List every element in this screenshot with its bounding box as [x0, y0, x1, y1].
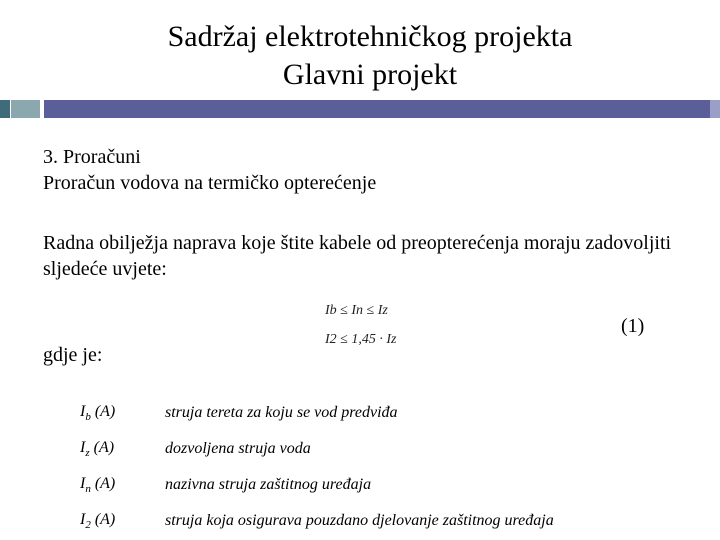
definition-row	[80, 503, 700, 539]
definition-row	[80, 467, 700, 503]
equation-line-2: I2 ≤ 1,45 · Iz	[325, 332, 397, 347]
definition-row	[80, 431, 700, 467]
decor-bar-end	[710, 100, 720, 118]
equation-block	[325, 296, 396, 354]
section-heading	[43, 144, 376, 196]
where-label: gdje je:	[43, 344, 103, 366]
title-line-2: Glavni projekt	[282, 58, 458, 91]
decor-bar-teal	[11, 100, 40, 118]
decor-bar-dark	[0, 100, 10, 118]
definition-symbol: $I_n$ (A)	[80, 474, 116, 496]
definition-symbol: $I_z$ (A)	[80, 438, 115, 460]
decor-bar-purple	[44, 100, 720, 118]
equation-line-1: Ib ≤ In ≤ Iz	[325, 303, 388, 318]
definition-text: nazivna struja zaštitnog uređaja	[165, 476, 372, 493]
definition-text: dozvoljena struja voda	[165, 440, 311, 457]
page-title	[0, 18, 720, 94]
section-number: 3. Proračuni	[43, 146, 141, 168]
section-subtitle: Proračun vodova na termičko opterećenje	[43, 172, 377, 194]
equation-number: (1)	[621, 315, 645, 337]
title-line-1: Sadržaj elektrotehničkog projekta	[167, 20, 573, 53]
definition-row	[80, 395, 700, 431]
body-paragraph: Radna obilježja naprava koje štite kabele od preopterećenja moraju zadovoljiti sljedeće uvjete:	[43, 232, 672, 280]
definition-symbol: $I_2$ (A)	[80, 510, 116, 532]
definitions-list	[80, 395, 700, 539]
definition-text: struja tereta za koju se vod predviđa	[165, 404, 398, 421]
definition-symbol: $I_b$ (A)	[80, 402, 116, 424]
definition-text: struja koja osigurava pouzdano djelovanje zaštitnog uređaja	[165, 512, 554, 529]
